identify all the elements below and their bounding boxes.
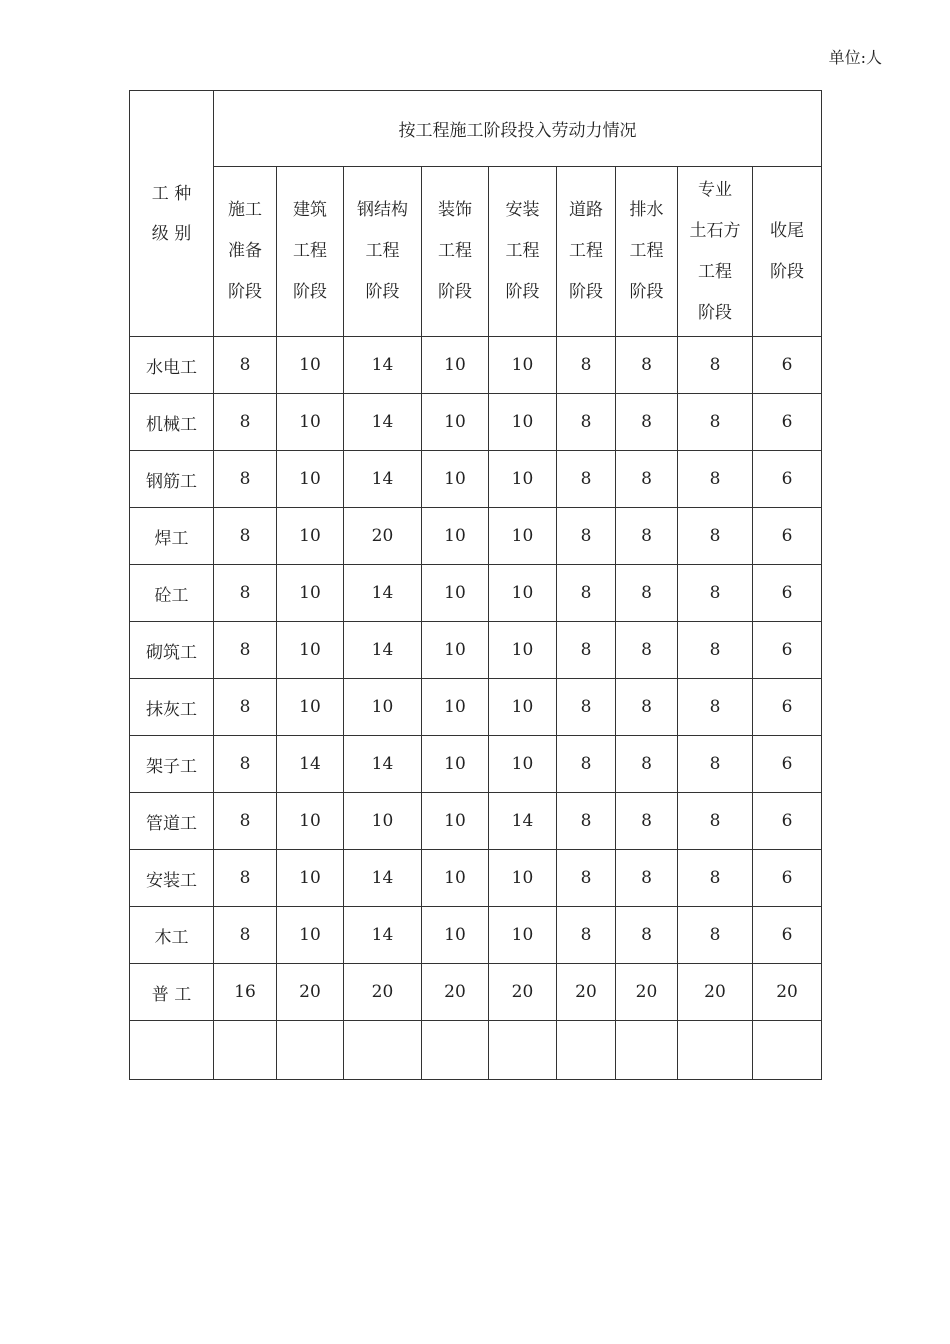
empty-cell (557, 1021, 616, 1080)
headcount-cell: 8 (214, 337, 277, 394)
headcount-cell: 8 (557, 394, 616, 451)
headcount-cell: 14 (344, 907, 422, 964)
labor-allocation-table (129, 90, 822, 1080)
headcount-cell: 10 (422, 451, 489, 508)
headcount-cell: 8 (214, 907, 277, 964)
table-row (130, 736, 822, 793)
empty-cell (422, 1021, 489, 1080)
headcount-cell: 10 (422, 736, 489, 793)
empty-cell (130, 1021, 214, 1080)
headcount-cell: 20 (753, 964, 822, 1021)
headcount-cell: 6 (753, 907, 822, 964)
empty-cell (678, 1021, 753, 1080)
headcount-cell: 8 (678, 337, 753, 394)
headcount-cell: 10 (489, 394, 557, 451)
stage-header-2 (277, 167, 344, 337)
headcount-cell: 10 (422, 907, 489, 964)
headcount-cell: 8 (616, 337, 678, 394)
stage-header-line: 工程 (698, 261, 732, 282)
headcount-cell: 10 (489, 451, 557, 508)
stage-header-9 (753, 167, 822, 337)
headcount-cell: 8 (557, 337, 616, 394)
table-row (130, 793, 822, 850)
headcount-cell: 8 (678, 736, 753, 793)
headcount-cell: 10 (277, 793, 344, 850)
group-header-row (130, 91, 822, 167)
trade-name-cell: 砼工 (130, 565, 214, 622)
stage-header-line: 阶段 (698, 302, 732, 323)
stage-header-8 (678, 167, 753, 337)
headcount-cell: 8 (616, 565, 678, 622)
headcount-cell: 8 (214, 679, 277, 736)
trade-name-cell: 焊工 (130, 508, 214, 565)
unit-note: 单位:人 (828, 48, 882, 67)
stage-header-line: 阶段 (569, 282, 603, 302)
headcount-cell: 8 (616, 793, 678, 850)
headcount-cell: 10 (489, 907, 557, 964)
stage-header-line: 阶段 (365, 282, 400, 302)
trade-name-cell: 抹灰工 (130, 679, 214, 736)
headcount-cell: 8 (557, 793, 616, 850)
stage-header-line: 工程 (569, 241, 603, 261)
trade-name-cell: 管道工 (130, 793, 214, 850)
trade-name-cell: 安装工 (130, 850, 214, 907)
headcount-cell: 8 (616, 850, 678, 907)
trade-name-cell: 架子工 (130, 736, 214, 793)
headcount-cell: 10 (489, 337, 557, 394)
headcount-cell: 14 (344, 565, 422, 622)
empty-row (130, 1021, 822, 1080)
table-row (130, 907, 822, 964)
stage-header-7 (616, 167, 678, 337)
headcount-cell: 10 (277, 451, 344, 508)
stage-header-line: 土石方 (689, 220, 741, 241)
headcount-cell: 8 (616, 622, 678, 679)
empty-cell (214, 1021, 277, 1080)
empty-cell (277, 1021, 344, 1080)
empty-cell (616, 1021, 678, 1080)
empty-cell (344, 1021, 422, 1080)
trade-name-cell: 机械工 (130, 394, 214, 451)
headcount-cell: 20 (277, 964, 344, 1021)
trade-level-header (130, 91, 214, 337)
table-row (130, 394, 822, 451)
stage-header-line: 建筑 (293, 200, 327, 220)
stage-header-row (130, 167, 822, 337)
headcount-cell: 6 (753, 394, 822, 451)
headcount-cell: 8 (616, 451, 678, 508)
stage-header-line: 施工 (228, 200, 262, 220)
table-row (130, 679, 822, 736)
trade-name-cell: 普 工 (130, 964, 214, 1021)
headcount-cell: 8 (678, 508, 753, 565)
headcount-cell: 6 (753, 736, 822, 793)
headcount-cell: 10 (422, 679, 489, 736)
headcount-cell: 8 (214, 736, 277, 793)
stage-header-3 (344, 167, 422, 337)
headcount-cell: 10 (489, 565, 557, 622)
table-row (130, 337, 822, 394)
headcount-cell: 10 (422, 394, 489, 451)
stage-header-line: 阶段 (770, 261, 805, 282)
table-row (130, 451, 822, 508)
headcount-cell: 14 (344, 622, 422, 679)
headcount-cell: 8 (616, 508, 678, 565)
stage-header-6 (557, 167, 616, 337)
stage-header-5 (489, 167, 557, 337)
headcount-cell: 20 (557, 964, 616, 1021)
headcount-cell: 8 (214, 451, 277, 508)
headcount-cell: 8 (678, 679, 753, 736)
headcount-cell: 8 (616, 394, 678, 451)
headcount-cell: 8 (214, 394, 277, 451)
headcount-cell: 10 (277, 508, 344, 565)
headcount-cell: 10 (344, 793, 422, 850)
headcount-cell: 14 (344, 736, 422, 793)
headcount-cell: 14 (344, 850, 422, 907)
empty-cell (489, 1021, 557, 1080)
table-row (130, 565, 822, 622)
headcount-cell: 8 (557, 679, 616, 736)
headcount-cell: 10 (489, 850, 557, 907)
trade-name-cell: 木工 (130, 907, 214, 964)
stage-header-1 (214, 167, 277, 337)
headcount-cell: 8 (557, 850, 616, 907)
headcount-cell: 6 (753, 337, 822, 394)
headcount-cell: 6 (753, 850, 822, 907)
stage-header-line: 准备 (228, 241, 262, 261)
headcount-cell: 10 (489, 622, 557, 679)
table-row (130, 622, 822, 679)
headcount-cell: 8 (214, 565, 277, 622)
headcount-cell: 6 (753, 508, 822, 565)
headcount-cell: 10 (489, 736, 557, 793)
stage-header-line: 工程 (365, 241, 400, 261)
headcount-cell: 8 (678, 907, 753, 964)
stage-header-line: 工程 (505, 241, 540, 261)
stage-group-header: 按工程施工阶段投入劳动力情况 (214, 91, 822, 167)
table-body (130, 337, 822, 1080)
headcount-cell: 10 (422, 622, 489, 679)
headcount-cell: 20 (422, 964, 489, 1021)
stage-header-line: 钢结构 (357, 200, 408, 220)
headcount-cell: 14 (344, 451, 422, 508)
headcount-cell: 6 (753, 679, 822, 736)
headcount-cell: 10 (422, 565, 489, 622)
headcount-cell: 8 (214, 622, 277, 679)
stage-header-line: 阶段 (228, 282, 262, 302)
headcount-cell: 14 (344, 394, 422, 451)
headcount-cell: 10 (277, 679, 344, 736)
headcount-cell: 6 (753, 565, 822, 622)
trade-name-cell: 砌筑工 (130, 622, 214, 679)
headcount-cell: 6 (753, 451, 822, 508)
headcount-cell: 20 (678, 964, 753, 1021)
stage-header-line: 阶段 (505, 282, 540, 302)
corner-label-line: 级 别 (151, 223, 192, 244)
headcount-cell: 8 (557, 565, 616, 622)
headcount-cell: 10 (277, 565, 344, 622)
headcount-cell: 10 (277, 907, 344, 964)
headcount-cell: 8 (678, 394, 753, 451)
headcount-cell: 10 (422, 508, 489, 565)
headcount-cell: 10 (277, 394, 344, 451)
stage-header-line: 道路 (569, 200, 603, 220)
stage-header-line: 工程 (438, 241, 472, 261)
headcount-cell: 8 (678, 793, 753, 850)
headcount-cell: 16 (214, 964, 277, 1021)
headcount-cell: 6 (753, 622, 822, 679)
headcount-cell: 10 (344, 679, 422, 736)
table-row (130, 964, 822, 1021)
headcount-cell: 14 (489, 793, 557, 850)
headcount-cell: 8 (557, 622, 616, 679)
headcount-cell: 14 (344, 337, 422, 394)
headcount-cell: 10 (277, 337, 344, 394)
table-row (130, 850, 822, 907)
headcount-cell: 8 (214, 793, 277, 850)
headcount-cell: 8 (214, 508, 277, 565)
stage-header-line: 阶段 (438, 282, 472, 302)
stage-header-line: 专业 (698, 179, 732, 200)
headcount-cell: 8 (678, 850, 753, 907)
stage-header-4 (422, 167, 489, 337)
headcount-cell: 10 (422, 337, 489, 394)
headcount-cell: 8 (678, 451, 753, 508)
headcount-cell: 10 (489, 679, 557, 736)
headcount-cell: 8 (557, 907, 616, 964)
stage-header-line: 装饰 (438, 200, 472, 220)
headcount-cell: 8 (557, 451, 616, 508)
headcount-cell: 10 (422, 850, 489, 907)
headcount-cell: 10 (277, 850, 344, 907)
headcount-cell: 8 (678, 622, 753, 679)
stage-header-line: 排水 (629, 200, 664, 220)
headcount-cell: 14 (277, 736, 344, 793)
headcount-cell: 8 (214, 850, 277, 907)
trade-name-cell: 钢筋工 (130, 451, 214, 508)
stage-header-line: 安装 (505, 200, 540, 220)
headcount-cell: 20 (489, 964, 557, 1021)
empty-cell (753, 1021, 822, 1080)
trade-name-cell: 水电工 (130, 337, 214, 394)
headcount-cell: 20 (616, 964, 678, 1021)
stage-header-line: 工程 (293, 241, 327, 261)
headcount-cell: 6 (753, 793, 822, 850)
stage-header-line: 阶段 (293, 282, 327, 302)
headcount-cell: 8 (616, 679, 678, 736)
headcount-cell: 10 (277, 622, 344, 679)
corner-label-line: 工 种 (151, 183, 192, 204)
headcount-cell: 10 (489, 508, 557, 565)
headcount-cell: 8 (557, 736, 616, 793)
stage-header-line: 工程 (629, 241, 664, 261)
headcount-cell: 10 (422, 793, 489, 850)
headcount-cell: 8 (616, 907, 678, 964)
headcount-cell: 20 (344, 508, 422, 565)
headcount-cell: 8 (557, 508, 616, 565)
stage-header-line: 阶段 (629, 282, 664, 302)
table-row (130, 508, 822, 565)
headcount-cell: 8 (678, 565, 753, 622)
stage-header-line: 收尾 (770, 220, 805, 241)
headcount-cell: 20 (344, 964, 422, 1021)
headcount-cell: 8 (616, 736, 678, 793)
